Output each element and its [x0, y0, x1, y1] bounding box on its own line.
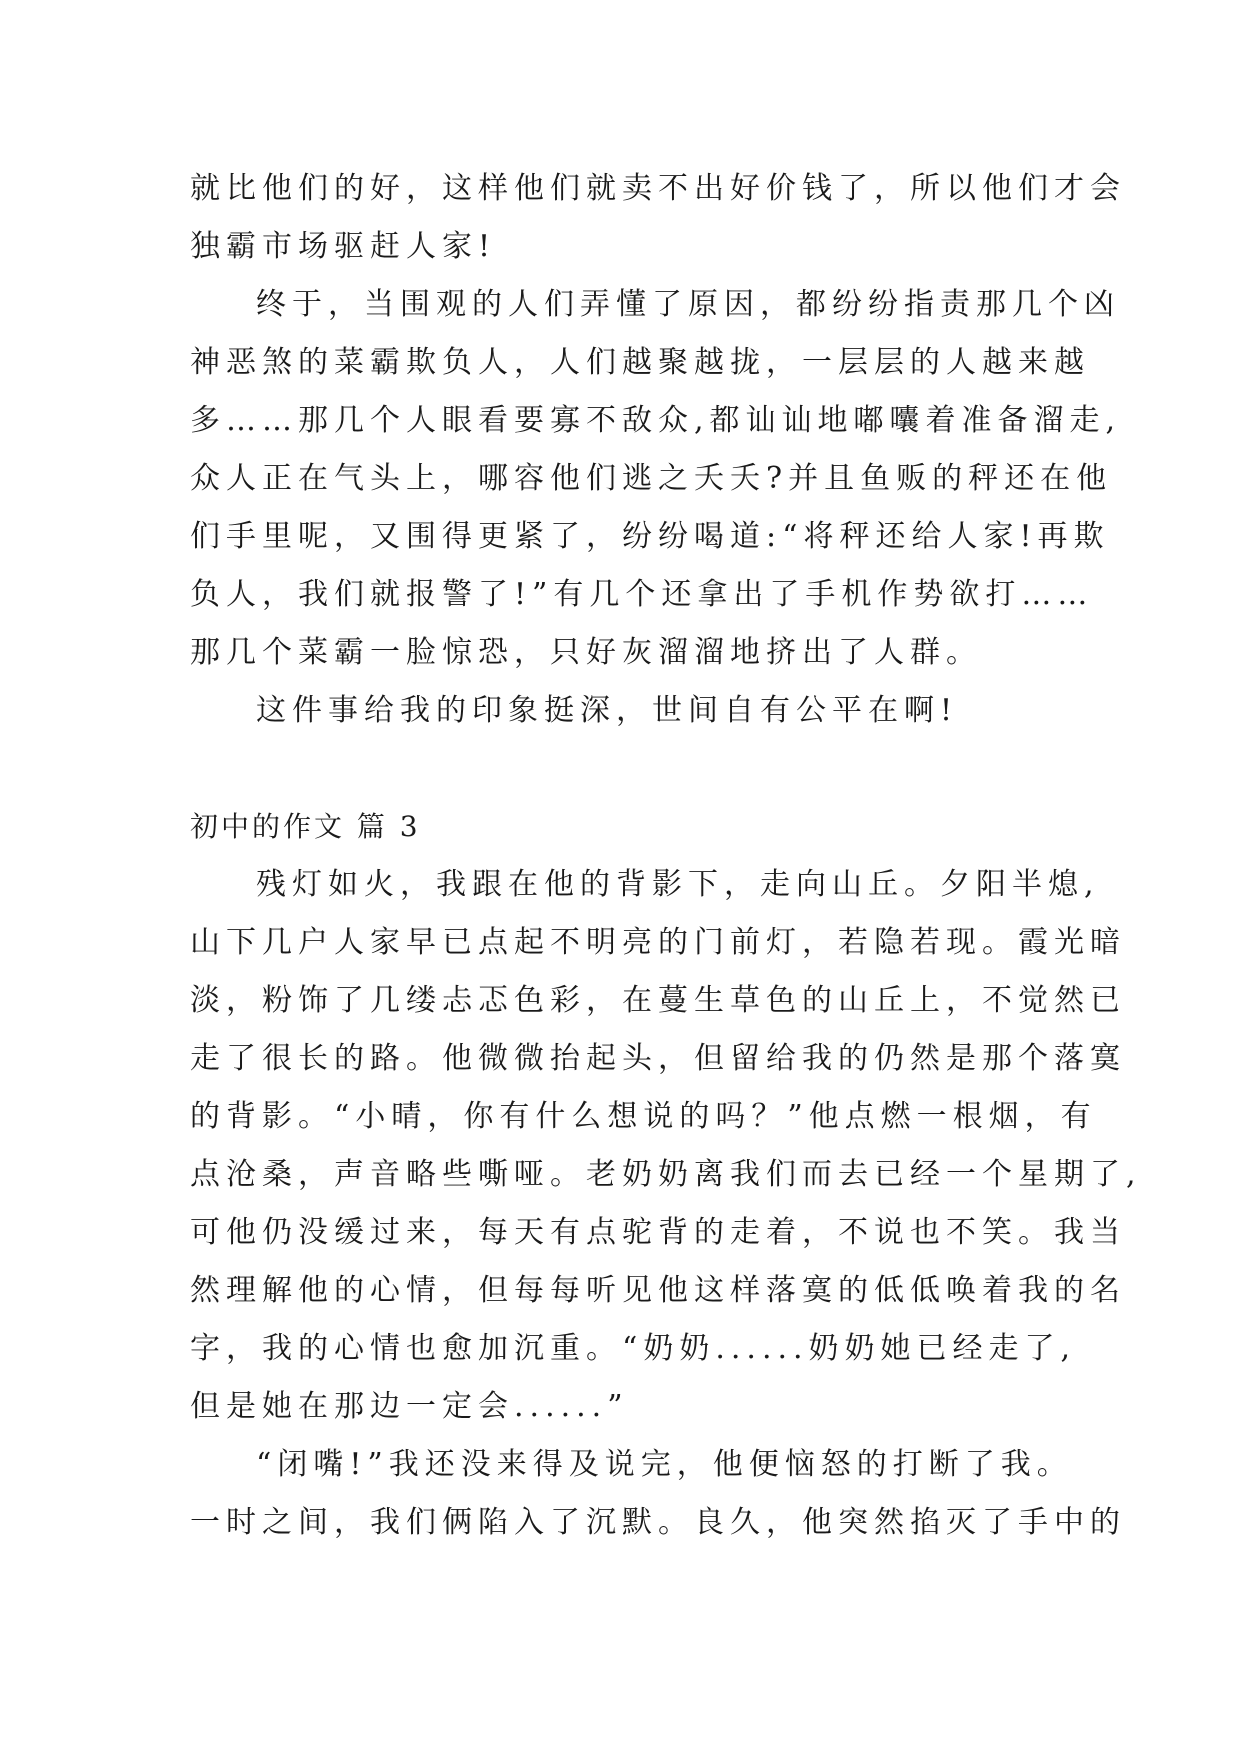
text-line: 的背影。“小晴，你有什么想说的吗？”他点燃一根烟，有 [190, 1099, 1097, 1134]
text-line: 山下几户人家早已点起不明亮的门前灯，若隐若现。霞光暗 [190, 925, 1126, 960]
text-line: 神恶煞的菜霸欺负人，人们越聚越拢，一层层的人越来越 [190, 345, 1090, 380]
text-line: 走了很长的路。他微微抬起头，但留给我的仍然是那个落寞 [190, 1041, 1126, 1076]
section-gap [190, 740, 1060, 798]
text-line: 一时之间，我们俩陷入了沉默。良久，他突然掐灭了手中的 [190, 1505, 1126, 1540]
text-line: 淡，粉饰了几缕忐忑色彩，在蔓生草色的山丘上，不觉然已 [190, 983, 1126, 1018]
text-line: 然理解他的心情，但每每听见他这样落寞的低低唤着我的名 [190, 1273, 1126, 1308]
text-line: 终于，当围观的人们弄懂了原因，都纷纷指责那几个凶 [256, 287, 1120, 322]
text-line: 可他仍没缓过来，每天有点驼背的走着，不说也不笑。我当 [190, 1215, 1126, 1250]
section-heading: 初中的作文 篇 3 [190, 810, 421, 843]
document-page [190, 160, 1142, 1552]
text-line: 众人正在气头上，哪容他们逃之夭夭?并且鱼贩的秤还在他 [190, 461, 1113, 496]
text-line: 负人，我们就报警了!”有几个还拿出了手机作势欲打…… [190, 577, 1094, 612]
text-line: 就比他们的好，这样他们就卖不出好价钱了，所以他们才会 [190, 171, 1126, 206]
text-line: 们手里呢，又围得更紧了，纷纷喝道:“将秤还给人家!再欺 [190, 519, 1110, 554]
text-line: 这件事给我的印象挺深，世间自有公平在啊! [256, 693, 959, 728]
text-line: 字，我的心情也愈加沉重。“奶奶......奶奶她已经走了, [190, 1331, 1077, 1366]
text-line: 但是她在那边一定会......” [190, 1389, 629, 1424]
text-line: 那几个菜霸一脸惊恐，只好灰溜溜地挤出了人群。 [190, 635, 982, 670]
text-line: 独霸市场驱赶人家! [190, 229, 497, 264]
text-line: “闭嘴!”我还没来得及说完，他便恼怒的打断了我。 [256, 1447, 1073, 1482]
text-line: 残灯如火，我跟在他的背影下，走向山丘。夕阳半熄, [256, 867, 1100, 902]
text-line: 点沧桑，声音略些嘶哑。老奶奶离我们而去已经一个星期了, [190, 1157, 1142, 1192]
text-line: 多……那几个人眼看要寡不敌众,都讪讪地嘟囔着准备溜走, [190, 403, 1122, 438]
